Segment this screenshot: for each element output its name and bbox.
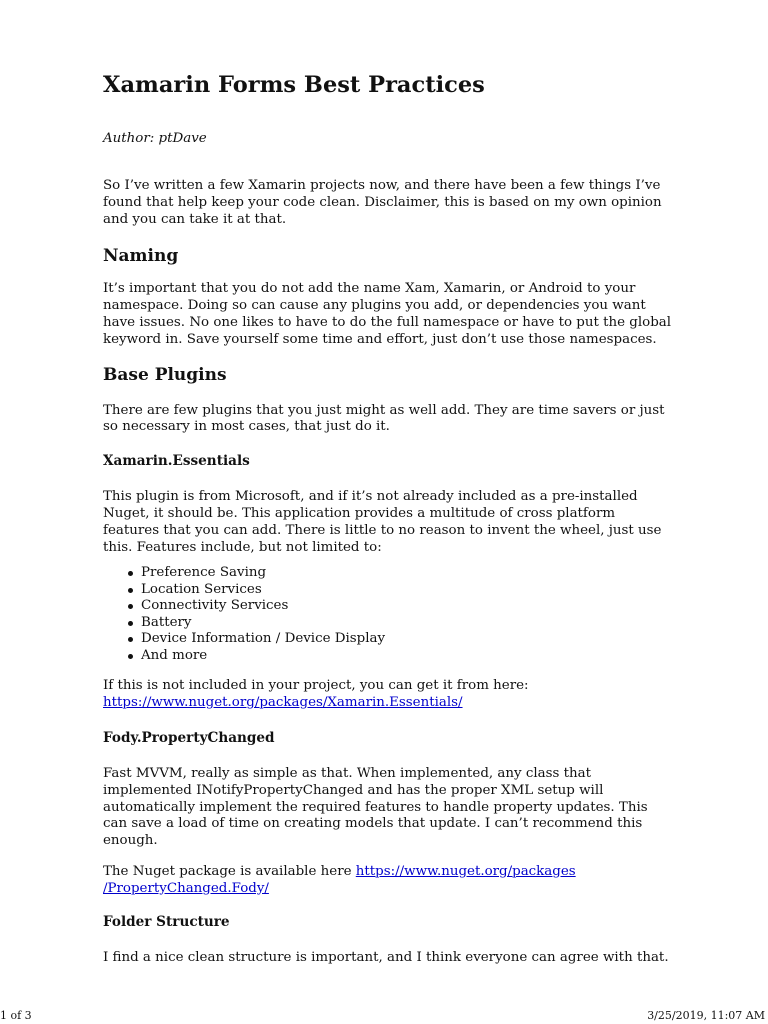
document-body [103,70,673,966]
page-number: 1 of 3 [0,1009,32,1022]
list-item: Location Services [141,582,673,599]
list-item: Device Information / Device Display [141,631,673,648]
base-plugins-heading: Base Plugins [103,364,227,385]
folder-structure-heading: Folder Structure [103,913,230,930]
fody-heading: Fody.PropertyChanged [103,729,275,746]
list-item: Connectivity Services [141,598,673,615]
naming-paragraph: It’s important that you do not add the name Xam, Xamarin, or Android to your namespace. Doing so can cause any plugins you add, or dependencies you want have issues. No one likes to have to do the full namespace or have to put the global keyword in. Save yourself some time and effort, just don’t use those namespaces. [103,281,672,347]
intro-paragraph: So I’ve written a few Xamarin projects now, and there have been a few things I’ve found that help keep your code clean. Disclaimer, this is based on my own opinion and you can take it at that. [103,178,662,227]
list-item: And more [141,648,673,665]
fody-paragraph: Fast MVVM, really as simple as that. When implemented, any class that implemented INotifyPropertyChanged and has the proper XML setup will automatically implement the required features to handle property updates. This can save a load of time on creating models that update. I can’t recommend this enough. [103,765,648,849]
essentials-link[interactable]: https://www.nuget.org/packages/Xamarin.Essentials/ [103,695,463,711]
get-it-paragraph: If this is not included in your project, you can get it from here: https://www.nuget.org/packages/Xamarin.Essentials/ [103,678,529,711]
list-item: Battery [141,615,673,632]
bullet-icon [128,654,133,659]
print-timestamp: 3/25/2019, 11:07 AM [647,1009,765,1022]
page-title: Xamarin Forms Best Practices [103,72,485,98]
author-line: Author: ptDave [103,131,207,146]
bullet-icon [128,621,133,626]
base-plugins-paragraph: There are few plugins that you just might as well add. They are time savers or just so necessary in most cases, that just do it. [103,402,665,435]
bullet-icon [128,571,133,576]
list-item: Preference Saving [141,565,673,582]
fody-link[interactable]: https://www.nuget.org/packages /PropertyChanged.Fody/ [103,863,576,896]
folder-structure-paragraph: I find a nice clean structure is important, and I think everyone can agree with that. [103,949,669,965]
essentials-paragraph: This plugin is from Microsoft, and if it’s not already included as a pre-installed Nuget, it should be. This application provides a multitude of cross platform features that you can add. There is little to no reason to invent the wheel, just use this. Features include, but not limited to: [103,489,662,555]
bullet-icon [128,604,133,609]
nuget-paragraph: The Nuget package is available here https://www.nuget.org/packages /PropertyChanged.Fody/ [103,863,576,896]
bullet-icon [128,588,133,593]
essentials-heading: Xamarin.Essentials [103,453,250,470]
bullet-icon [128,637,133,642]
naming-heading: Naming [103,246,179,267]
features-list [103,565,673,664]
